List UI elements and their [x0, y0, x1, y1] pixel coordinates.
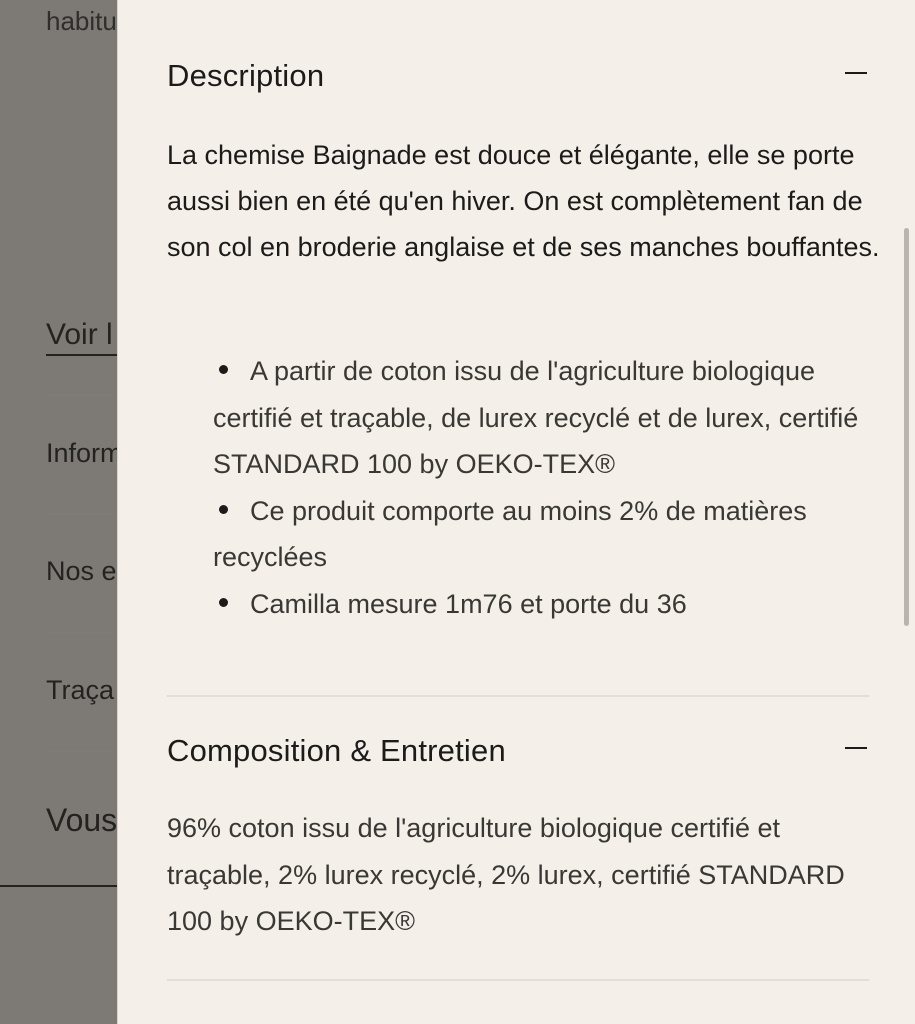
description-text: La chemise Baignade est douce et élégante, elle se porte aussi bien en été qu'en hiver. On est complètement fan de son col en broderie anglaise et de ses manches bouffantes. — [167, 140, 880, 262]
bullet-text: Camilla mesure 1m76 et porte du 36 — [250, 588, 687, 619]
section-divider — [167, 695, 869, 697]
composition-title: Composition & Entretien — [167, 733, 506, 768]
list-item — [213, 488, 863, 581]
description-header[interactable] — [167, 58, 870, 98]
bullet-icon — [219, 598, 228, 607]
bullet-icon — [219, 505, 228, 514]
composition-text: 96% coton issu de l'agriculture biologique certifié et traçable, 2% lurex recyclé, 2% lurex, certifié STANDARD 100 by OEKO-TEX® — [167, 813, 845, 936]
minus-icon[interactable] — [845, 747, 867, 749]
description-bullets — [213, 348, 863, 627]
description-title: Description — [167, 58, 325, 93]
bullet-text: A partir de coton issu de l'agriculture biologique certifié et traçable, de lurex recyclé et de lurex, certifié STANDARD 100 by OEKO-TEX® — [213, 356, 859, 479]
bullet-icon — [219, 365, 228, 374]
composition-header[interactable] — [167, 733, 870, 773]
bullet-text: Ce produit comporte au moins 2% de matières recyclées — [213, 495, 807, 572]
list-item — [213, 348, 863, 488]
minus-icon[interactable] — [845, 72, 867, 74]
product-details-drawer — [117, 0, 915, 1024]
scrollbar[interactable] — [904, 228, 909, 626]
section-divider — [167, 979, 869, 981]
list-item — [213, 581, 863, 628]
